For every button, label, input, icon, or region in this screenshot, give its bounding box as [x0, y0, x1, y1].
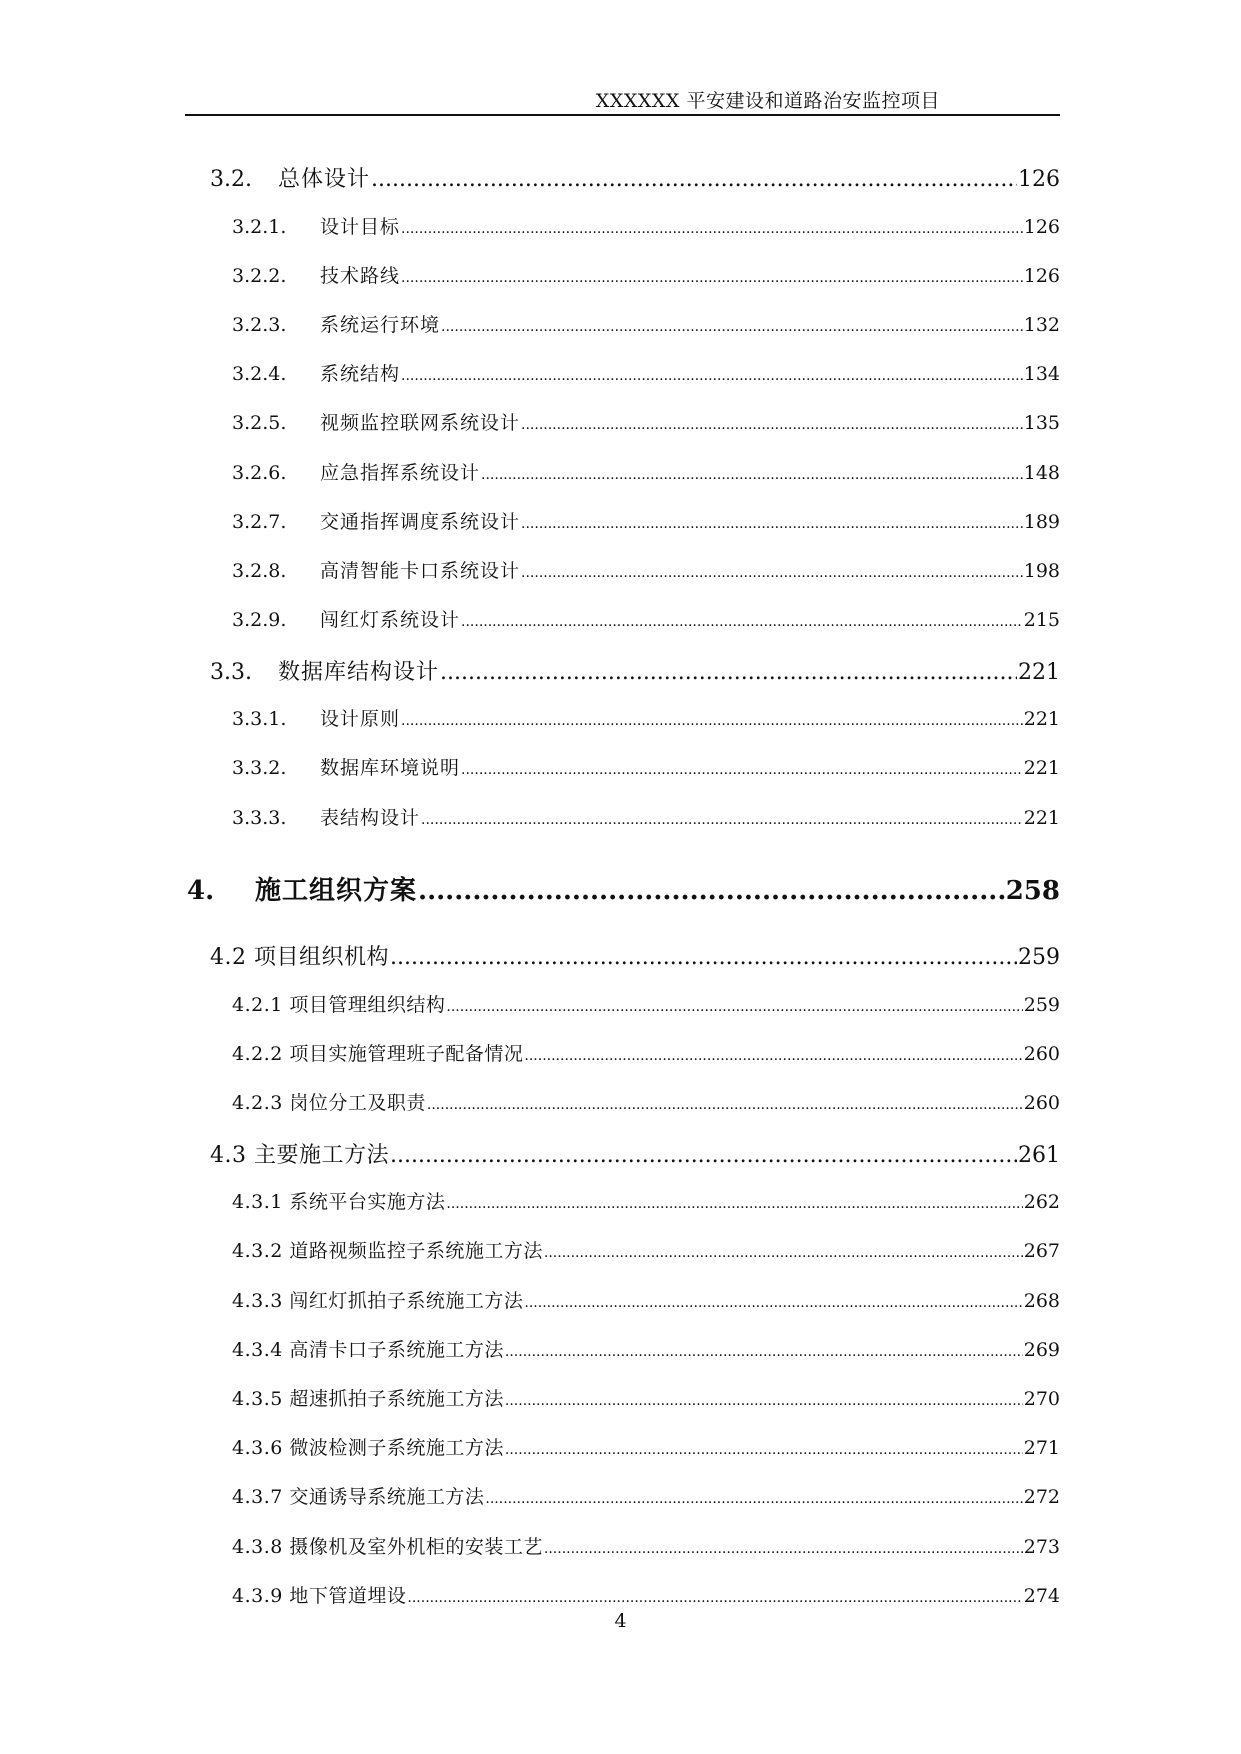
toc-entry[interactable]: [232, 1088, 1060, 1115]
toc-entry[interactable]: [232, 408, 1060, 435]
toc-entry-page: 260: [1023, 1092, 1060, 1114]
toc-entry-page: 268: [1023, 1290, 1060, 1312]
toc-dot-leader: [401, 221, 1023, 237]
toc-entry-number: 3.2.7.: [232, 511, 287, 533]
toc-entry[interactable]: [232, 1236, 1060, 1263]
toc-entry[interactable]: [210, 940, 1060, 971]
toc-entry[interactable]: [232, 507, 1060, 534]
toc-entry-page: 148: [1023, 462, 1060, 484]
toc-entry-page: 135: [1023, 412, 1060, 434]
toc-entry-title: 高清智能卡口系统设计: [320, 560, 521, 582]
toc-entry[interactable]: [232, 1384, 1060, 1411]
toc-dot-leader: [418, 876, 1005, 906]
toc-entry-title: 4.3.9 地下管道埋设: [232, 1585, 407, 1607]
toc-dot-leader: [505, 1344, 1023, 1360]
toc-entry-number: 3.2.2.: [232, 265, 287, 287]
toc-entry-title: 施工组织方案: [255, 876, 418, 906]
toc-entry-title: 4.2.2 项目实施管理班子配备情况: [232, 1043, 524, 1065]
running-header: XXXXXX 平安建设和道路治安监控项目: [595, 90, 940, 112]
toc-entry-page: 215: [1023, 609, 1060, 631]
toc-entry[interactable]: [232, 261, 1060, 288]
toc-entry-title: 4.3.1 系统平台实施方法: [232, 1191, 446, 1213]
toc-entry-number: 3.2.: [210, 167, 252, 192]
toc-entry[interactable]: [232, 359, 1060, 386]
toc-entry-page: 272: [1023, 1486, 1060, 1508]
toc-entry-page: 258: [1005, 876, 1060, 906]
toc-entry-page: 260: [1023, 1043, 1060, 1065]
toc-entry[interactable]: [232, 1187, 1060, 1214]
toc-dot-leader: [390, 945, 1017, 970]
toc-entry-page: 270: [1023, 1388, 1060, 1410]
toc-entry[interactable]: [232, 1433, 1060, 1460]
toc-entry-page: 198: [1023, 560, 1060, 582]
toc-entry-number: 3.2.6.: [232, 462, 287, 484]
toc-entry-page: 269: [1023, 1339, 1060, 1361]
toc-entry-title: 数据库结构设计: [278, 660, 440, 685]
toc-entry[interactable]: [232, 1532, 1060, 1559]
toc-entry-number: 4.: [187, 876, 215, 906]
toc-entry-page: 189: [1023, 511, 1060, 533]
toc-entry[interactable]: [232, 458, 1060, 485]
toc-entry-title: 设计目标: [320, 216, 401, 238]
toc-dot-leader: [441, 319, 1023, 335]
toc-dot-leader: [401, 713, 1023, 729]
toc-entry-title: 4.3.7 交通诱导系统施工方法: [232, 1486, 485, 1508]
toc-dot-leader: [521, 565, 1023, 581]
toc-entry-number: 3.3.1.: [232, 708, 287, 730]
toc-entry-page: 134: [1023, 363, 1060, 385]
toc-dot-leader: [461, 762, 1023, 778]
toc-entry-title: 总体设计: [278, 167, 371, 192]
toc-entry-page: 274: [1023, 1585, 1060, 1607]
toc-entry-page: 221: [1018, 660, 1060, 685]
toc-dot-leader: [485, 1491, 1022, 1507]
toc-entry[interactable]: [232, 1286, 1060, 1313]
toc-entry-number: 3.2.5.: [232, 412, 287, 434]
toc-entry-page: 262: [1023, 1191, 1060, 1213]
toc-dot-leader: [427, 1097, 1023, 1113]
toc-entry-title: 视频监控联网系统设计: [320, 412, 521, 434]
toc-entry[interactable]: [232, 556, 1060, 583]
toc-entry-page: 221: [1023, 708, 1060, 730]
toc-entry[interactable]: [232, 310, 1060, 337]
toc-entry[interactable]: [232, 605, 1060, 632]
toc-entry[interactable]: [232, 1335, 1060, 1362]
toc-entry-page: 259: [1018, 945, 1060, 970]
toc-entry-title: 4.2.3 岗位分工及职责: [232, 1092, 426, 1114]
toc-entry-title: 4.3.8 摄像机及室外机柜的安装工艺: [232, 1536, 543, 1558]
toc-entry-title: 系统运行环境: [320, 314, 441, 336]
toc-dot-leader: [421, 812, 1023, 828]
toc-entry-title: 应急指挥系统设计: [320, 462, 481, 484]
toc-entry-title: 系统结构: [320, 363, 401, 385]
toc-dot-leader: [505, 1393, 1023, 1409]
toc-entry-title: 4.3 主要施工方法: [210, 1143, 389, 1168]
toc-entry-page: 261: [1018, 1143, 1060, 1168]
toc-entry-title: 4.3.6 微波检测子系统施工方法: [232, 1437, 504, 1459]
toc-entry-title: 表结构设计: [320, 807, 421, 829]
toc-entry-title: 闯红灯系统设计: [320, 609, 461, 631]
toc-dot-leader: [544, 1245, 1023, 1261]
page-number: 4: [614, 1610, 627, 1632]
toc-entry[interactable]: [232, 803, 1060, 830]
toc-entry-title: 4.3.5 超速抓拍子系统施工方法: [232, 1388, 504, 1410]
toc-entry-number: 3.3.: [210, 660, 252, 685]
toc-entry-title: 4.2 项目组织机构: [210, 945, 389, 970]
toc-entry[interactable]: [232, 704, 1060, 731]
toc-entry-number: 3.3.2.: [232, 757, 287, 779]
toc-entry-page: 273: [1023, 1536, 1060, 1558]
toc-dot-leader: [390, 1143, 1017, 1168]
toc-entry-title: 4.3.4 高清卡口子系统施工方法: [232, 1339, 504, 1361]
toc-dot-leader: [407, 1590, 1022, 1606]
toc-entry[interactable]: [232, 1482, 1060, 1509]
toc-dot-leader: [521, 417, 1023, 433]
toc-entry-title: 技术路线: [320, 265, 401, 287]
toc-entry-page: 126: [1023, 216, 1060, 238]
toc-dot-leader: [401, 368, 1023, 384]
toc-dot-leader: [446, 999, 1022, 1015]
toc-dot-leader: [371, 167, 1017, 192]
toc-dot-leader: [521, 516, 1023, 532]
toc-entry-title: 4.3.3 闯红灯抓拍子系统施工方法: [232, 1290, 524, 1312]
toc-dot-leader: [544, 1541, 1023, 1557]
toc-dot-leader: [505, 1442, 1023, 1458]
toc-entry-page: 126: [1023, 265, 1060, 287]
toc-entry-title: 数据库环境说明: [320, 757, 461, 779]
toc-entry[interactable]: [232, 990, 1060, 1017]
toc-entry-title: 设计原则: [320, 708, 401, 730]
toc-entry-title: 交通指挥调度系统设计: [320, 511, 521, 533]
toc-entry-number: 3.2.4.: [232, 363, 287, 385]
toc-entry-page: 126: [1018, 167, 1060, 192]
toc-entry[interactable]: [187, 870, 1060, 907]
toc-entry-title: 4.2.1 项目管理组织结构: [232, 994, 446, 1016]
toc-entry-page: 267: [1023, 1240, 1060, 1262]
toc-entry[interactable]: [232, 1581, 1060, 1608]
toc-dot-leader: [461, 614, 1023, 630]
toc-entry-number: 3.3.3.: [232, 807, 287, 829]
toc-entry-title: 4.3.2 道路视频监控子系统施工方法: [232, 1240, 543, 1262]
toc-entry-number: 3.2.9.: [232, 609, 287, 631]
toc-entry[interactable]: [232, 1039, 1060, 1066]
toc-entry-page: 221: [1023, 807, 1060, 829]
toc-entry-number: 3.2.8.: [232, 560, 287, 582]
toc-entry-number: 3.2.3.: [232, 314, 287, 336]
toc-dot-leader: [524, 1048, 1022, 1064]
toc-dot-leader: [446, 1196, 1022, 1212]
toc-dot-leader: [401, 270, 1023, 286]
toc-entry-number: 3.2.1.: [232, 216, 287, 238]
toc-entry-page: 221: [1023, 757, 1060, 779]
toc-entry[interactable]: [232, 753, 1060, 780]
toc-entry[interactable]: [232, 212, 1060, 239]
toc-entry-page: 259: [1023, 994, 1060, 1016]
toc-entry[interactable]: [210, 1138, 1060, 1169]
toc-entry-page: 132: [1023, 314, 1060, 336]
toc-entry[interactable]: [210, 655, 1060, 686]
toc-dot-leader: [440, 660, 1017, 685]
toc-dot-leader: [481, 467, 1023, 483]
toc-dot-leader: [524, 1295, 1022, 1311]
toc-entry[interactable]: [210, 162, 1060, 193]
toc-entry-page: 271: [1023, 1437, 1060, 1459]
